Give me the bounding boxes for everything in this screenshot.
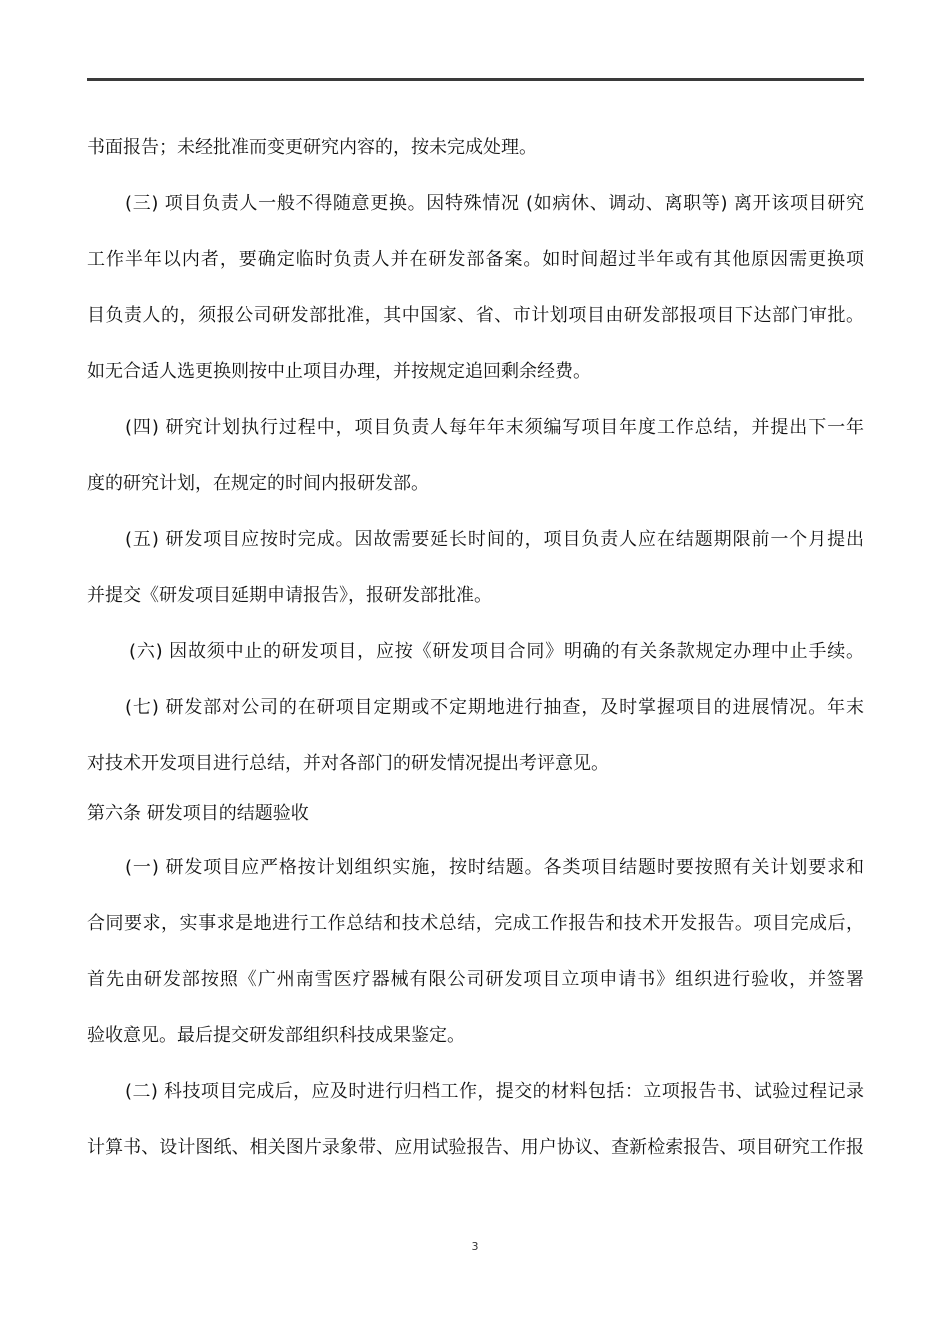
text-line-11: (七) 研发部对公司的在研项目定期或不定期地进行抽查，及时掌握项目的进展情况。年末	[125, 697, 864, 718]
text-line-16: 首先由研发部按照《广州南雪医疗器械有限公司研发项目立项申请书》组织进行验收，并签署	[87, 969, 864, 990]
text-line-8: (五) 研发项目应按时完成。因故需要延长时间的，项目负责人应在结题期限前一个月提出	[125, 529, 864, 550]
text-line-12: 对技术开发项目进行总结，并对各部门的研发情况提出考评意见。	[87, 753, 609, 774]
text-line-9: 并提交《研发项目延期申请报告》，报研发部批准。	[87, 585, 492, 606]
text-line-3: 工作半年以内者，要确定临时负责人并在研发部备案。如时间超过半年或有其他原因需更换项	[87, 249, 864, 270]
text-line-6: (四) 研究计划执行过程中，项目负责人每年年末须编写项目年度工作总结，并提出下一年	[125, 417, 864, 438]
text-line-15: 合同要求，实事求是地进行工作总结和技术总结，完成工作报告和技术开发报告。项目完成后，	[87, 913, 864, 934]
text-line-19: 计算书、设计图纸、相关图片录象带、应用试验报告、用户协议、查新检索报告、项目研究工作报	[87, 1137, 864, 1158]
text-line-18: (二) 科技项目完成后，应及时进行归档工作，提交的材料包括：立项报告书、试验过程记录	[125, 1081, 864, 1102]
text-line-14: (一) 研发项目应严格按计划组织实施，按时结题。各类项目结题时要按照有关计划要求和	[125, 857, 864, 878]
section-heading: 第六条 研发项目的结题验收	[87, 803, 309, 824]
text-line-7: 度的研究计划，在规定的时间内报研发部。	[87, 473, 429, 494]
header-rule	[87, 78, 864, 81]
text-line-4: 目负责人的，须报公司研发部批准，其中国家、省、市计划项目由研发部报项目下达部门审批。	[87, 305, 864, 326]
text-line-17: 验收意见。最后提交研发部组织科技成果鉴定。	[87, 1025, 465, 1046]
text-line-1: 书面报告；未经批准而变更研究内容的，按未完成处理。	[87, 137, 537, 158]
page-number: 3	[471, 1240, 479, 1253]
text-line-2: (三) 项目负责人一般不得随意更换。因特殊情况 (如病休、调动、离职等) 离开该项目研究	[125, 193, 864, 214]
text-line-5: 如无合适人选更换则按中止项目办理，并按规定追回剩余经费。	[87, 361, 591, 382]
text-line-10: (六) 因故须中止的研发项目，应按《研发项目合同》明确的有关条款规定办理中止手续。	[129, 641, 864, 662]
